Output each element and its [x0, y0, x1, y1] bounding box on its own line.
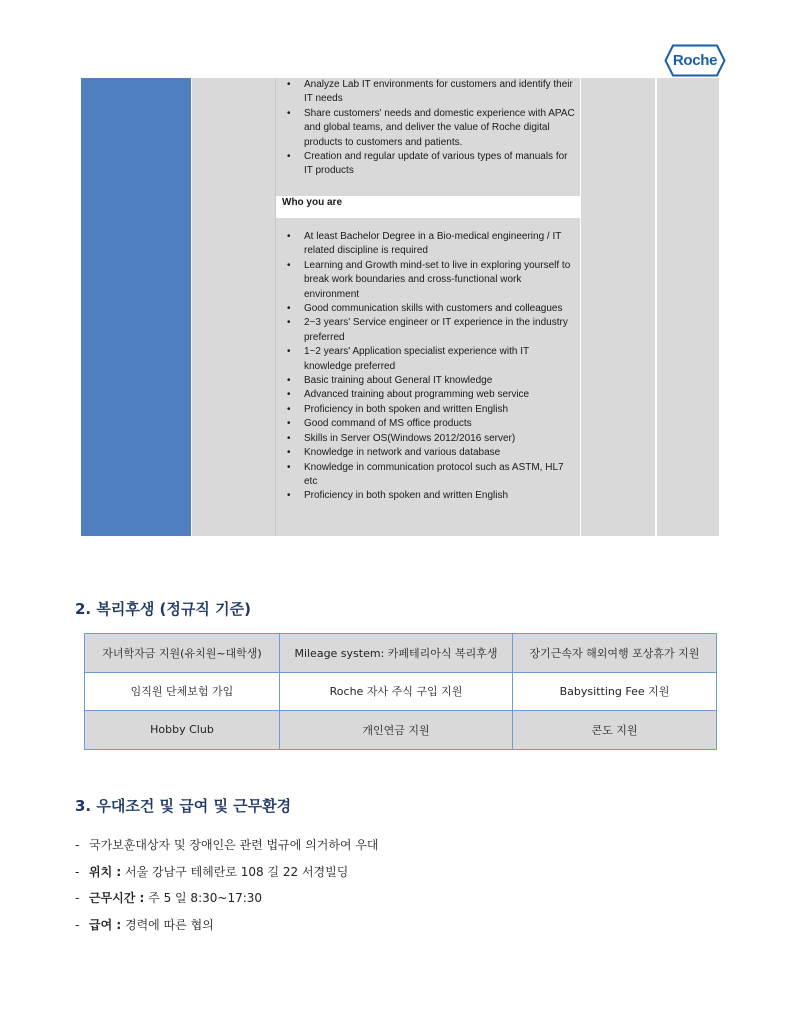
qualification-item: • Proficiency in both spoken and written English [282, 489, 577, 503]
job-description-table [81, 78, 719, 536]
qualification-item: • Learning and Growth mind-set to live in exploring yourself to break work boundaries and cross-functional work environment [282, 259, 577, 302]
benefit-cell: Mileage system: 카페테리아식 복리후생 [280, 634, 513, 673]
table-column-content [275, 78, 580, 536]
table-column-empty-2 [580, 78, 655, 536]
conditions-list [75, 832, 379, 938]
qualifications-block [276, 218, 581, 536]
qualification-item: • 2~3 years' Service engineer or IT experience in the industry preferred [282, 316, 577, 345]
qualification-item: • 1~2 years' Application specialist experience with IT knowledge preferred [282, 345, 577, 374]
responsibility-item: • Creation and regular update of various types of manuals for IT products [282, 150, 577, 179]
benefits-heading: 2. 복리후생 (정규직 기준) [75, 600, 251, 618]
who-you-are-heading: Who you are [282, 197, 343, 208]
qualifications-list [282, 230, 577, 504]
table-column-blue [81, 78, 191, 536]
benefits-row [85, 711, 717, 750]
condition-value: 서울 강남구 테헤란로 108 길 22 서경빌딩 [121, 864, 349, 879]
responsibilities-list [282, 78, 577, 179]
benefit-cell: 콘도 지원 [513, 711, 717, 750]
qualification-item: • Advanced training about programming web service [282, 388, 577, 402]
condition-label: 근무시간 : [89, 891, 145, 905]
responsibilities-block [276, 78, 581, 196]
condition-label: 급여 : [89, 917, 122, 932]
qualification-item: • Knowledge in network and various database [282, 446, 577, 460]
table-column-empty [191, 78, 275, 536]
conditions-heading: 3. 우대조건 및 급여 및 근무환경 [75, 797, 292, 815]
qualification-item: • At least Bachelor Degree in a Bio-medical engineering / IT related discipline is required [282, 230, 577, 259]
roche-logo-text: Roche [672, 52, 718, 69]
qualification-item: • Knowledge in communication protocol such as ASTM, HL7 etc [282, 461, 577, 490]
condition-value: 국가보훈대상자 및 장애인은 관련 법규에 의거하여 우대 [89, 838, 379, 852]
roche-logo [664, 44, 726, 77]
benefit-cell: 개인연금 지원 [280, 711, 513, 750]
condition-value: 경력에 따른 협의 [121, 917, 214, 932]
benefit-cell: Roche 자사 주식 구입 지원 [280, 672, 513, 711]
responsibility-item: • Analyze Lab IT environments for customers and identify their IT needs [282, 78, 577, 107]
benefits-table [84, 633, 717, 750]
qualification-item: • Skills in Server OS(Windows 2012/2016 server) [282, 432, 577, 446]
benefit-cell: Babysitting Fee 지원 [513, 672, 717, 711]
benefits-row [85, 672, 717, 711]
qualification-item: • Good communication skills with customers and colleagues [282, 302, 577, 316]
qualification-item: • Proficiency in both spoken and written English [282, 403, 577, 417]
responsibility-item: • Share customers' needs and domestic experience with APAC and global teams, and deliver the value of Roche digital products to customers and patients. [282, 107, 577, 150]
benefit-cell: Hobby Club [85, 711, 280, 750]
condition-label: 위치 : [89, 864, 122, 879]
condition-item [75, 885, 379, 912]
condition-item [75, 859, 379, 886]
benefit-cell: 자녀학자금 지원(유치원~대학생) [85, 634, 280, 673]
condition-item [75, 832, 379, 859]
qualification-item: • Basic training about General IT knowledge [282, 374, 577, 388]
condition-item [75, 912, 379, 939]
benefit-cell: 장기근속자 해외여행 포상휴가 지원 [513, 634, 717, 673]
benefits-row [85, 634, 717, 673]
qualification-item: • Good command of MS office products [282, 417, 577, 431]
condition-value: 주 5 일 8:30~17:30 [144, 891, 263, 905]
benefit-cell: 임직원 단체보험 가입 [85, 672, 280, 711]
table-column-empty-3 [655, 78, 719, 536]
